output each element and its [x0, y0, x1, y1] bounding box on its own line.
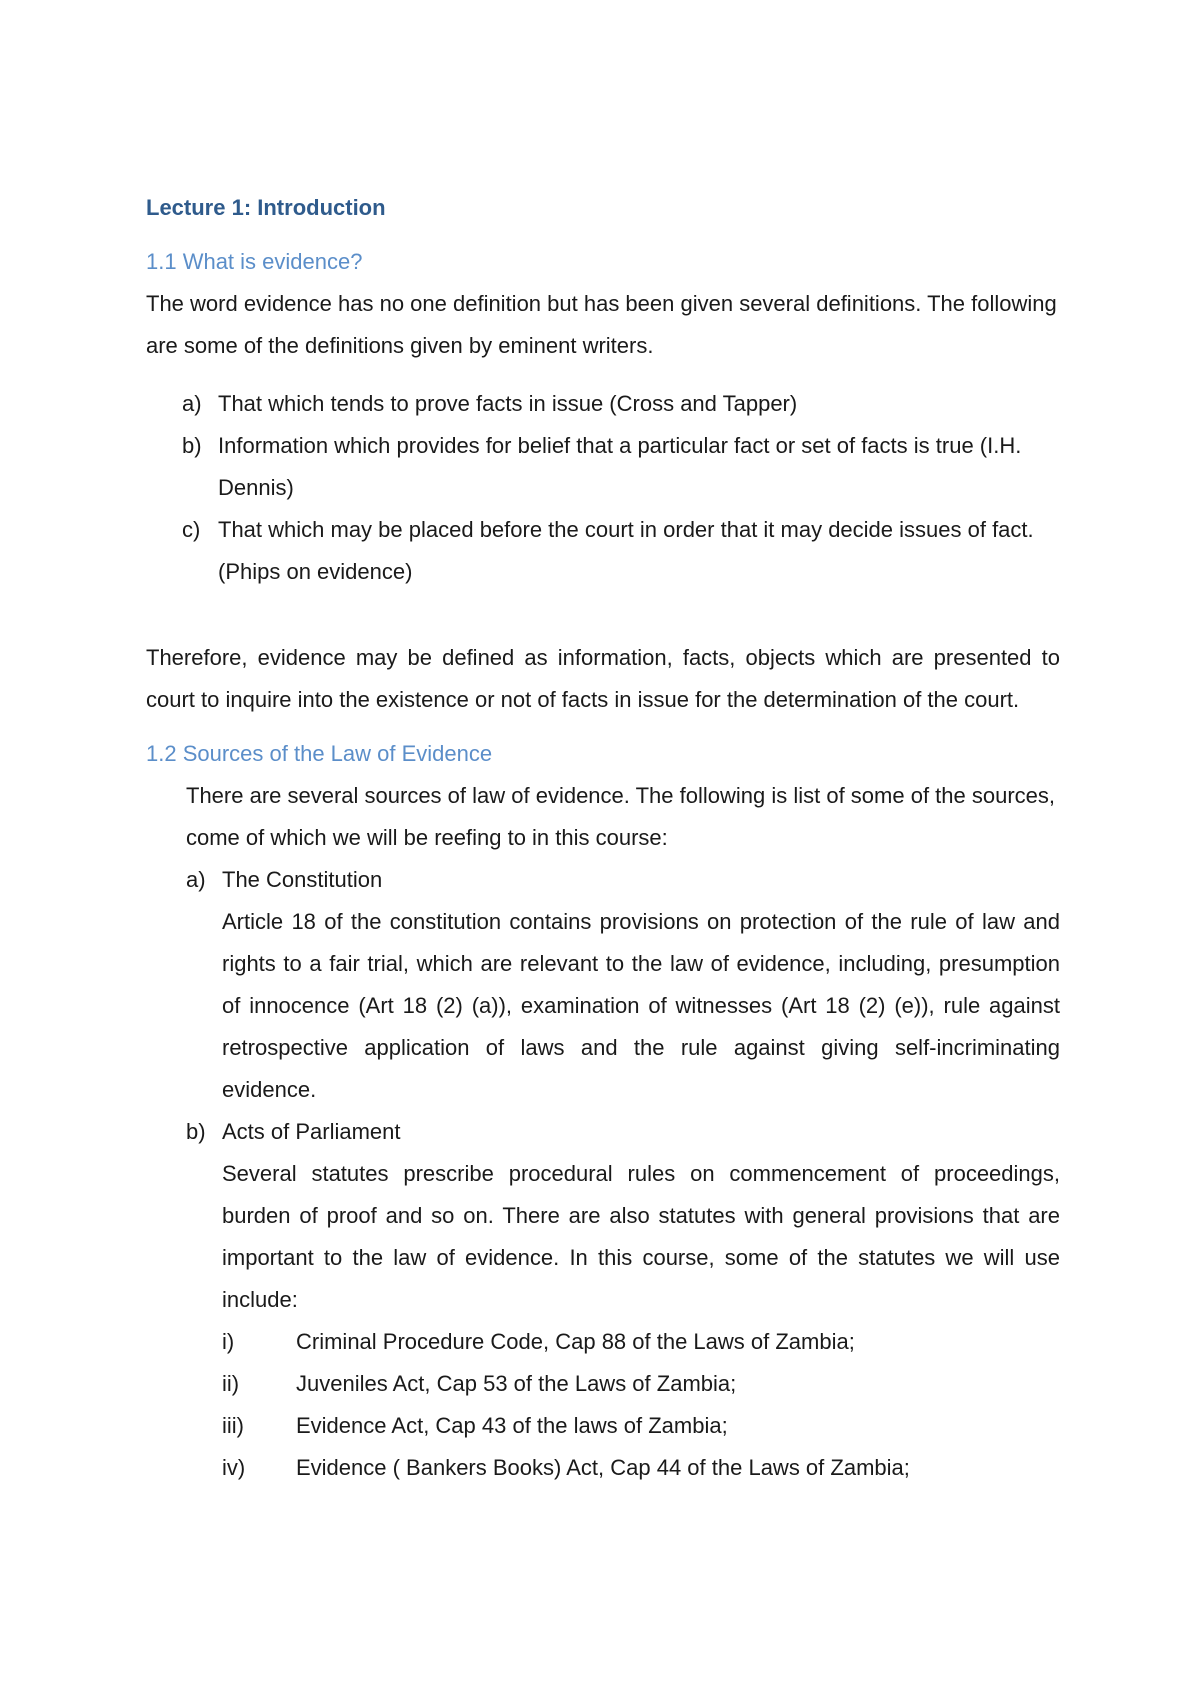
document-body [146, 193, 1060, 1489]
sources-intro-paragraph: There are several sources of law of evidence. The following is list of some of the sources, come of which we will be reefing to in this course: [186, 783, 1056, 850]
statute-text: Juveniles Act, Cap 53 of the Laws of Zambia; [296, 1371, 737, 1396]
source-description: Several statutes prescribe procedural rules on commencement of proceedings, burden of proof and so on. There are also statutes with general provisions that are important to the law of evidence. In this course, some of the statutes we will use include: [222, 1161, 1060, 1312]
sources-list [146, 859, 1060, 1489]
statute-text: Criminal Procedure Code, Cap 88 of the Laws of Zambia; [296, 1329, 855, 1354]
list-marker: ii) [222, 1371, 240, 1396]
statute-item [222, 1447, 1060, 1489]
list-marker: b) [182, 433, 202, 458]
statute-item [222, 1321, 1060, 1363]
statute-text: Evidence ( Bankers Books) Act, Cap 44 of the Laws of Zambia; [296, 1455, 910, 1480]
statute-text: Evidence Act, Cap 43 of the laws of Zambia; [296, 1413, 728, 1438]
list-marker: a) [182, 391, 202, 416]
definition-item [182, 425, 1060, 509]
list-marker: b) [186, 1119, 206, 1144]
statute-item [222, 1363, 1060, 1405]
source-title: Acts of Parliament [222, 1119, 401, 1144]
evidence-intro-paragraph: The word evidence has no one definition but has been given several definitions. The following are some of the definitions given by eminent writers. [146, 291, 1057, 358]
list-marker: a) [186, 867, 206, 892]
evidence-conclusion-paragraph: Therefore, evidence may be defined as information, facts, objects which are presented to court to inquire into the existence or not of facts in issue for the determination of the court. [146, 645, 1060, 712]
definition-text: Information which provides for belief that a particular fact or set of facts is true (I.H. Dennis) [218, 433, 1022, 500]
definition-item [182, 509, 1060, 593]
source-item [186, 859, 1060, 1111]
lecture-title: Lecture 1: Introduction [146, 195, 386, 220]
definition-item [182, 383, 1060, 425]
section-heading-sources: 1.2 Sources of the Law of Evidence [146, 741, 493, 766]
source-description: Article 18 of the constitution contains provisions on protection of the rule of law and rights to a fair trial, which are relevant to the law of evidence, including, presumption of innocence (Art 18 (2) (a)), examination of witnesses (Art 18 (2) (e)), rule against retrospective application of laws and the rule against giving self-incriminating evidence. [222, 909, 1060, 1102]
list-marker: iii) [222, 1413, 244, 1438]
list-marker: iv) [222, 1455, 246, 1480]
statute-item [222, 1405, 1060, 1447]
definitions-list [146, 383, 1060, 593]
statutes-list [222, 1321, 1060, 1489]
source-item [186, 1111, 1060, 1489]
list-marker: c) [182, 517, 201, 542]
section-heading-what-is-evidence: 1.1 What is evidence? [146, 249, 363, 274]
source-title: The Constitution [222, 867, 383, 892]
definition-text: That which tends to prove facts in issue (Cross and Tapper) [218, 391, 798, 416]
definition-text: That which may be placed before the court in order that it may decide issues of fact. (Phips on evidence) [218, 517, 1034, 584]
list-marker: i) [222, 1329, 235, 1354]
